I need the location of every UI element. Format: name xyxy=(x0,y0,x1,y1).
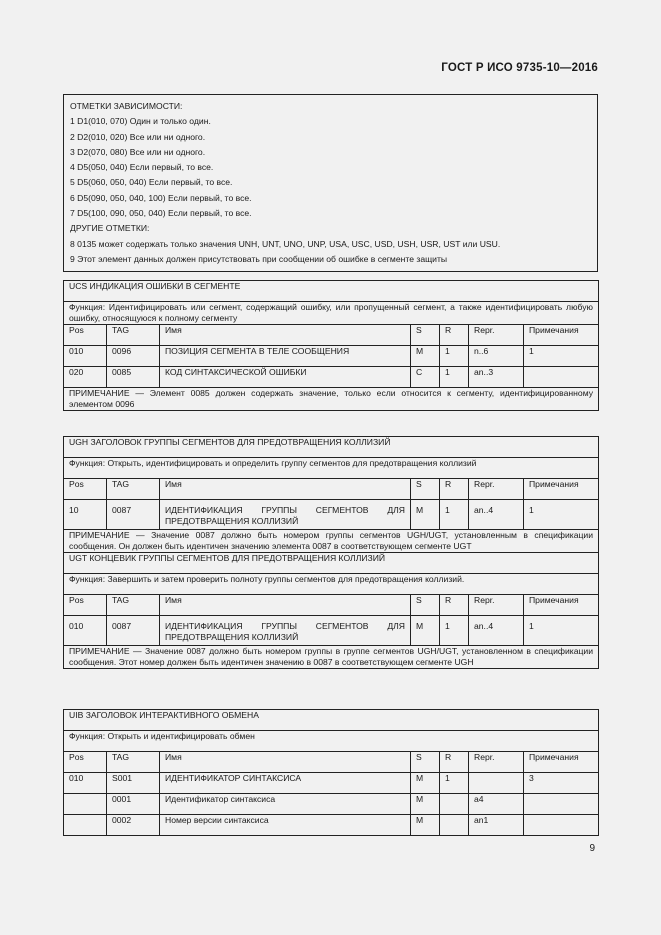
segment-title: UGH ЗАГОЛОВОК ГРУППЫ СЕГМЕНТОВ ДЛЯ ПРЕДОТВРАЩЕНИЯ КОЛЛИЗИЙ xyxy=(64,437,599,458)
col-header: Pos xyxy=(64,325,107,346)
note-line: 7 D5(100, 090, 050, 040) Если первый, то все. xyxy=(70,208,252,219)
ucs-segment-table xyxy=(63,280,599,411)
note-line: 2 D2(010, 020) Все или ни одного. xyxy=(70,131,206,142)
cell-note xyxy=(524,815,599,836)
table-row xyxy=(64,794,599,815)
col-header: S xyxy=(411,479,440,500)
cell-pos: 020 xyxy=(64,367,107,388)
cell-pos: 010 xyxy=(64,346,107,367)
col-header: Repr. xyxy=(469,752,524,773)
col-header: TAG xyxy=(107,752,160,773)
cell-tag: S001 xyxy=(107,773,160,794)
cell-note: 3 xyxy=(524,773,599,794)
cell-tag: 0087 xyxy=(107,500,160,530)
note-line: 6 D5(090, 050, 040, 100) Если первый, то все. xyxy=(70,192,252,203)
table-row xyxy=(64,346,599,367)
table-row xyxy=(64,616,599,646)
cell-r: 1 xyxy=(440,773,469,794)
col-header: Repr. xyxy=(469,479,524,500)
segment-title: UCS ИНДИКАЦИЯ ОШИБКИ В СЕГМЕНТЕ xyxy=(64,281,599,302)
cell-name: ИДЕНТИФИКАЦИЯ ГРУППЫ СЕГМЕНТОВ ДЛЯ ПРЕДОТВРАЩЕНИЯ КОЛЛИЗИЙ xyxy=(160,616,411,646)
cell-pos: 10 xyxy=(64,500,107,530)
cell-name: ИДЕНТИФИКАТОР СИНТАКСИСА xyxy=(160,773,411,794)
uib-segment-table xyxy=(63,709,599,836)
col-header: TAG xyxy=(107,595,160,616)
cell-r xyxy=(440,794,469,815)
cell-r: 1 xyxy=(440,346,469,367)
cell-s: M xyxy=(411,794,440,815)
cell-note xyxy=(524,367,599,388)
col-header: R xyxy=(440,752,469,773)
cell-pos xyxy=(64,815,107,836)
note-line: ДРУГИЕ ОТМЕТКИ: xyxy=(70,223,150,234)
segment-title: UGT КОНЦЕВИК ГРУППЫ СЕГМЕНТОВ ДЛЯ ПРЕДОТВРАЩЕНИЯ КОЛЛИЗИЙ xyxy=(64,553,599,574)
note-line: 9 Этот элемент данных должен присутствовать при сообщении об ошибке в сегменте защиты xyxy=(70,253,448,264)
cell-r: 1 xyxy=(440,616,469,646)
page-number: 9 xyxy=(589,843,595,854)
col-header: R xyxy=(440,325,469,346)
cell-repr xyxy=(469,773,524,794)
cell-s: M xyxy=(411,346,440,367)
cell-tag: 0001 xyxy=(107,794,160,815)
cell-name: Идентификатор синтаксиса xyxy=(160,794,411,815)
note-line: 3 D2(070, 080) Все или ни одного. xyxy=(70,146,206,157)
segment-function: Функция: Открыть, идентифицировать и определить группу сегментов для предотвращения коллизий xyxy=(64,458,599,479)
note-line: 5 D5(060, 050, 040) Если первый, то все. xyxy=(70,177,233,188)
table-row xyxy=(64,815,599,836)
cell-note xyxy=(524,794,599,815)
cell-name: ИДЕНТИФИКАЦИЯ ГРУППЫ СЕГМЕНТОВ ДЛЯ ПРЕДОТВРАЩЕНИЯ КОЛЛИЗИЙ xyxy=(160,500,411,530)
col-header: S xyxy=(411,752,440,773)
segment-function: Функция: Идентифицировать или сегмент, содержащий ошибку, или пропущенный сегмент, а также идентифицировать любую ошибку, относящуюся к полному сегменту xyxy=(64,302,599,325)
ugh-ugt-segment-table xyxy=(63,436,599,669)
note-line: ОТМЕТКИ ЗАВИСИМОСТИ: xyxy=(70,101,183,111)
cell-repr: n..6 xyxy=(469,346,524,367)
col-header: Имя xyxy=(160,595,411,616)
cell-tag: 0096 xyxy=(107,346,160,367)
cell-note: 1 xyxy=(524,346,599,367)
col-header: Имя xyxy=(160,479,411,500)
cell-r xyxy=(440,815,469,836)
col-header: S xyxy=(411,325,440,346)
cell-repr: an..4 xyxy=(469,500,524,530)
cell-s: M xyxy=(411,616,440,646)
cell-note: 1 xyxy=(524,500,599,530)
note-line: 8 0135 может содержать только значения UNH, UNT, UNO, UNP, USA, USC, USD, USH, USR, UST или USU. xyxy=(70,238,501,249)
table-row xyxy=(64,500,599,530)
col-header: TAG xyxy=(107,325,160,346)
cell-repr: an1 xyxy=(469,815,524,836)
cell-pos xyxy=(64,794,107,815)
cell-repr: an..3 xyxy=(469,367,524,388)
cell-name: КОД СИНТАКСИЧЕСКОЙ ОШИБКИ xyxy=(160,367,411,388)
cell-r: 1 xyxy=(440,500,469,530)
col-header: R xyxy=(440,479,469,500)
table-row xyxy=(64,367,599,388)
segment-function: Функция: Завершить и затем проверить полноту группы сегментов для предотвращения коллизий. xyxy=(64,574,599,595)
cell-repr: an..4 xyxy=(469,616,524,646)
segment-remark: ПРИМЕЧАНИЕ — Значение 0087 должно быть номером группы сегментов UGH/UGT, установленным в спецификации сообщения. Он должен быть идентичен значению элемента 0087 в соответствующем сегменте UGT xyxy=(64,530,599,553)
col-header: R xyxy=(440,595,469,616)
segment-title: UIB ЗАГОЛОВОК ИНТЕРАКТИВНОГО ОБМЕНА xyxy=(64,710,599,731)
col-header: Pos xyxy=(64,479,107,500)
dependency-notes xyxy=(63,94,598,272)
cell-tag: 0087 xyxy=(107,616,160,646)
document-header: ГОСТ Р ИСО 9735-10—2016 xyxy=(441,62,598,74)
cell-repr: a4 xyxy=(469,794,524,815)
cell-s: M xyxy=(411,815,440,836)
segment-function: Функция: Открыть и идентифицировать обмен xyxy=(64,731,599,752)
col-header: TAG xyxy=(107,479,160,500)
cell-pos: 010 xyxy=(64,773,107,794)
cell-tag: 0085 xyxy=(107,367,160,388)
col-header: Pos xyxy=(64,595,107,616)
note-line: 4 D5(050, 040) Если первый, то все. xyxy=(70,162,214,173)
col-header: Примечания xyxy=(524,479,599,500)
cell-name: Номер версии синтаксиса xyxy=(160,815,411,836)
segment-remark: ПРИМЕЧАНИЕ — Значение 0087 должно быть номером группы в группе сегментов UGH/UGT, установленном в спецификации сообщения. Этот номер должен быть идентичен значению в 0087 в соответствующем сегменте UGH xyxy=(64,646,599,669)
col-header: Примечания xyxy=(524,595,599,616)
cell-note: 1 xyxy=(524,616,599,646)
col-header: Примечания xyxy=(524,325,599,346)
col-header: Имя xyxy=(160,752,411,773)
table-row xyxy=(64,773,599,794)
cell-s: C xyxy=(411,367,440,388)
col-header: Pos xyxy=(64,752,107,773)
col-header: Repr. xyxy=(469,595,524,616)
cell-tag: 0002 xyxy=(107,815,160,836)
cell-pos: 010 xyxy=(64,616,107,646)
cell-r: 1 xyxy=(440,367,469,388)
cell-name: ПОЗИЦИЯ СЕГМЕНТА В ТЕЛЕ СООБЩЕНИЯ xyxy=(160,346,411,367)
segment-remark: ПРИМЕЧАНИЕ — Элемент 0085 должен содержать значение, только если относится к сегменту, идентифицированному элементом 0096 xyxy=(64,388,599,411)
note-line: 1 D1(010, 070) Один и только один. xyxy=(70,116,211,127)
col-header: Имя xyxy=(160,325,411,346)
col-header: Примечания xyxy=(524,752,599,773)
cell-s: M xyxy=(411,773,440,794)
col-header: Repr. xyxy=(469,325,524,346)
col-header: S xyxy=(411,595,440,616)
cell-s: M xyxy=(411,500,440,530)
